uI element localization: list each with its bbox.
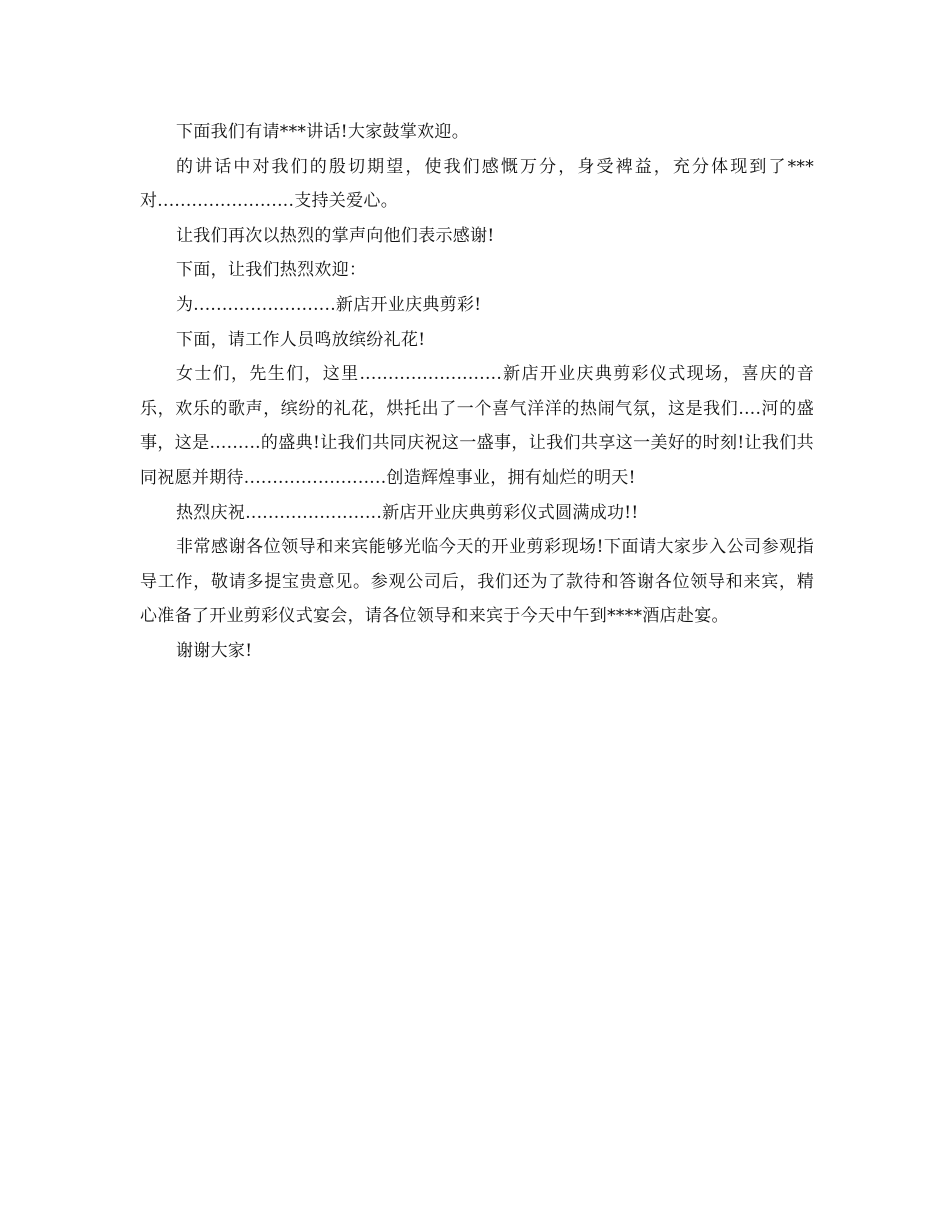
paragraph-2: 的讲话中对我们的殷切期望，使我们感慨万分，身受裨益，充分体现到了***对........................支持关爱心。: [140, 156, 814, 212]
document-body: [140, 115, 814, 669]
paragraph-9: 非常感谢各位领导和来宾能够光临今天的开业剪彩现场!下面请大家步入公司参观指导工作，敬请多提宝贵意见。参观公司后，我们还为了款待和答谢各位领导和来宾，精心准备了开业剪彩仪式宴会，请各位领导和来宾于今天中午到****酒店赴宴。: [140, 537, 814, 627]
paragraph-6: 下面，请工作人员鸣放缤纷礼花!: [176, 329, 426, 350]
paragraph-7: 女士们，先生们，这里.........................新店开业庆典剪彩仪式现场，喜庆的音乐，欢乐的歌声，缤纷的礼花，烘托出了一个喜气洋洋的热闹气氛，这是我们....河的盛事，这是.........的盛典!让我们共同庆祝这一盛事，让我们共享这一美好的时刻!让我们共同祝愿并期待.........................创造辉煌事业，拥有灿烂的明天!: [140, 364, 814, 488]
paragraph-8: 热烈庆祝........................新店开业庆典剪彩仪式圆满成功!!: [176, 502, 639, 523]
paragraph-3: 让我们再次以热烈的掌声向他们表示感谢!: [176, 225, 495, 246]
paragraph-1: 下面我们有请***讲话!大家鼓掌欢迎。: [176, 122, 470, 142]
paragraph-4: 下面，让我们热烈欢迎：: [176, 260, 367, 281]
paragraph-10: 谢谢大家!: [176, 640, 253, 661]
paragraph-5: 为.........................新店开业庆典剪彩!: [176, 294, 482, 315]
